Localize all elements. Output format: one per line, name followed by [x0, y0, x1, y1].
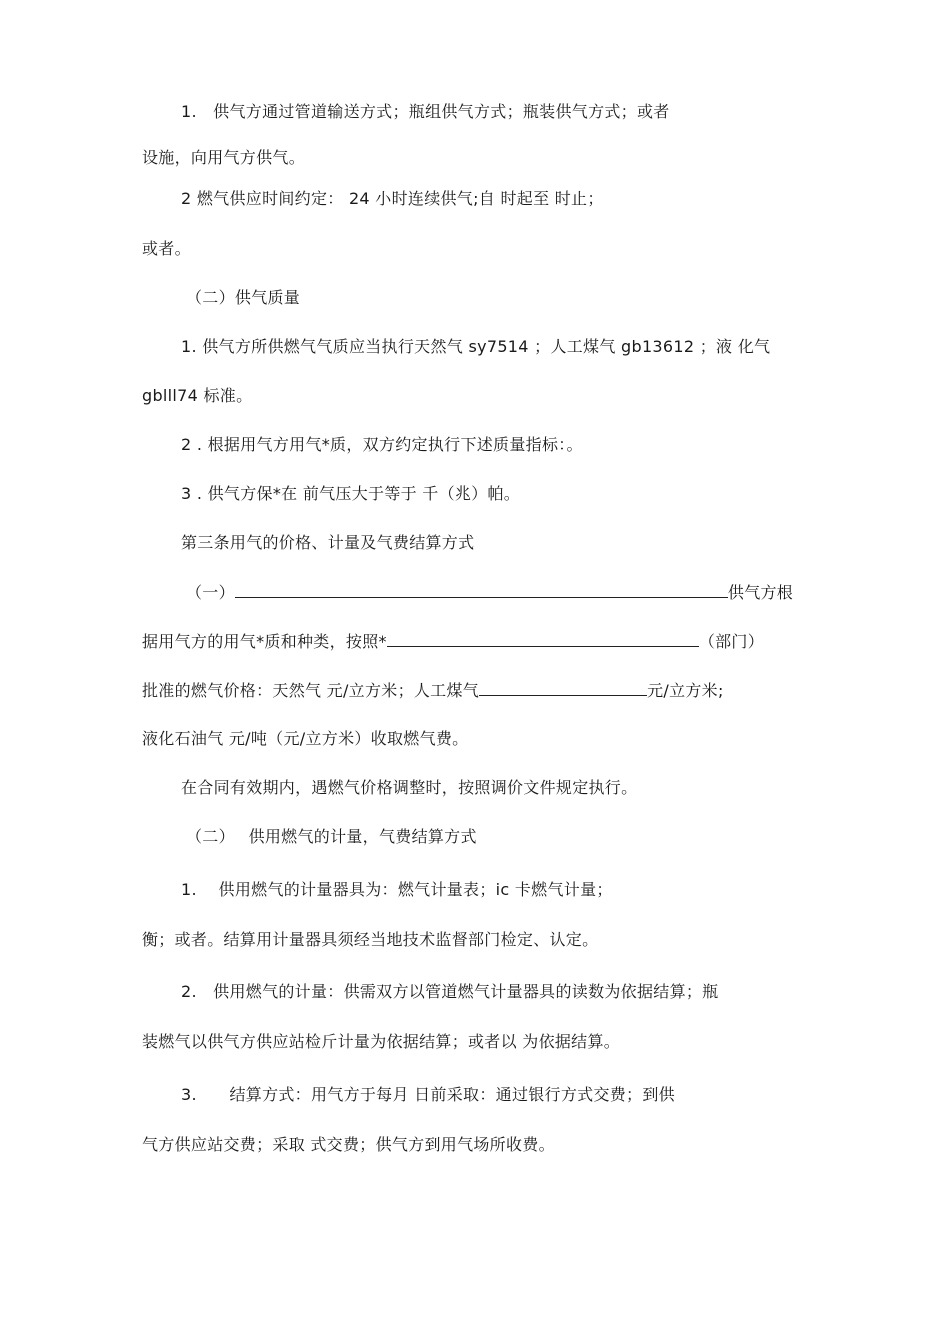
price-line-2-suffix: （部门）	[698, 632, 765, 651]
text-line: 2 燃气供应时间约定： 24 小时连续供气;自 时起至 时止；	[181, 189, 604, 208]
section-heading: （二）供气质量	[186, 288, 301, 307]
text-line: 设施，向用气方供气。	[142, 148, 306, 167]
price-line-3-suffix: 元/立方米;	[647, 681, 724, 700]
price-line-1	[186, 581, 793, 604]
text-line: 或者。	[142, 239, 191, 258]
price-line-2-prefix: 据用气方的用气*质和种类，按照*	[142, 632, 387, 651]
fill-in-blank	[387, 630, 699, 647]
price-line-3-prefix: 批准的燃气价格：天然气 元/立方米；人工煤气	[142, 681, 480, 700]
text-line: gblll74 标准。	[142, 386, 253, 405]
price-line-4: 液化石油气 元/吨（元/立方米）收取燃气费。	[142, 729, 469, 748]
text-line: 3. 结算方式：用气方于每月 日前采取：通过银行方式交费；到供	[181, 1085, 675, 1104]
text-line: 3 . 供气方保*在 前气压大于等于 千（兆）帕。	[181, 484, 521, 503]
text-line: 装燃气以供气方供应站检斤计量为依据结算；或者以 为依据结算。	[142, 1032, 621, 1051]
text-line: 2. 供用燃气的计量：供需双方以管道燃气计量器具的读数为依据结算；瓶	[181, 982, 719, 1001]
price-line-3	[142, 679, 724, 702]
section-heading: 第三条用气的价格、计量及气费结算方式	[181, 533, 475, 552]
fill-in-blank	[479, 679, 647, 696]
section-heading: （二） 供用燃气的计量，气费结算方式	[186, 827, 477, 846]
price-line-2	[142, 630, 764, 653]
price-line-1-prefix: （一）	[186, 583, 235, 602]
text-line: 在合同有效期内，遇燃气价格调整时，按照调价文件规定执行。	[181, 778, 638, 797]
text-line: 1. 供气方所供燃气气质应当执行天然气 sy7514 ；人工煤气 gb13612 ；液 化气	[181, 337, 771, 356]
text-line: 1. 供气方通过管道输送方式；瓶组供气方式；瓶装供气方式；或者	[181, 102, 670, 121]
text-line: 气方供应站交费；采取 式交费；供气方到用气场所收费。	[142, 1135, 555, 1154]
text-line: 2 . 根据用气方用气*质，双方约定执行下述质量指标：。	[181, 435, 583, 454]
price-line-1-suffix: 供气方根	[727, 583, 794, 602]
fill-in-blank	[235, 581, 728, 598]
text-line: 1. 供用燃气的计量器具为：燃气计量表；ic 卡燃气计量；	[181, 880, 613, 899]
text-line: 衡；或者。结算用计量器具须经当地技术监督部门检定、认定。	[142, 930, 599, 949]
